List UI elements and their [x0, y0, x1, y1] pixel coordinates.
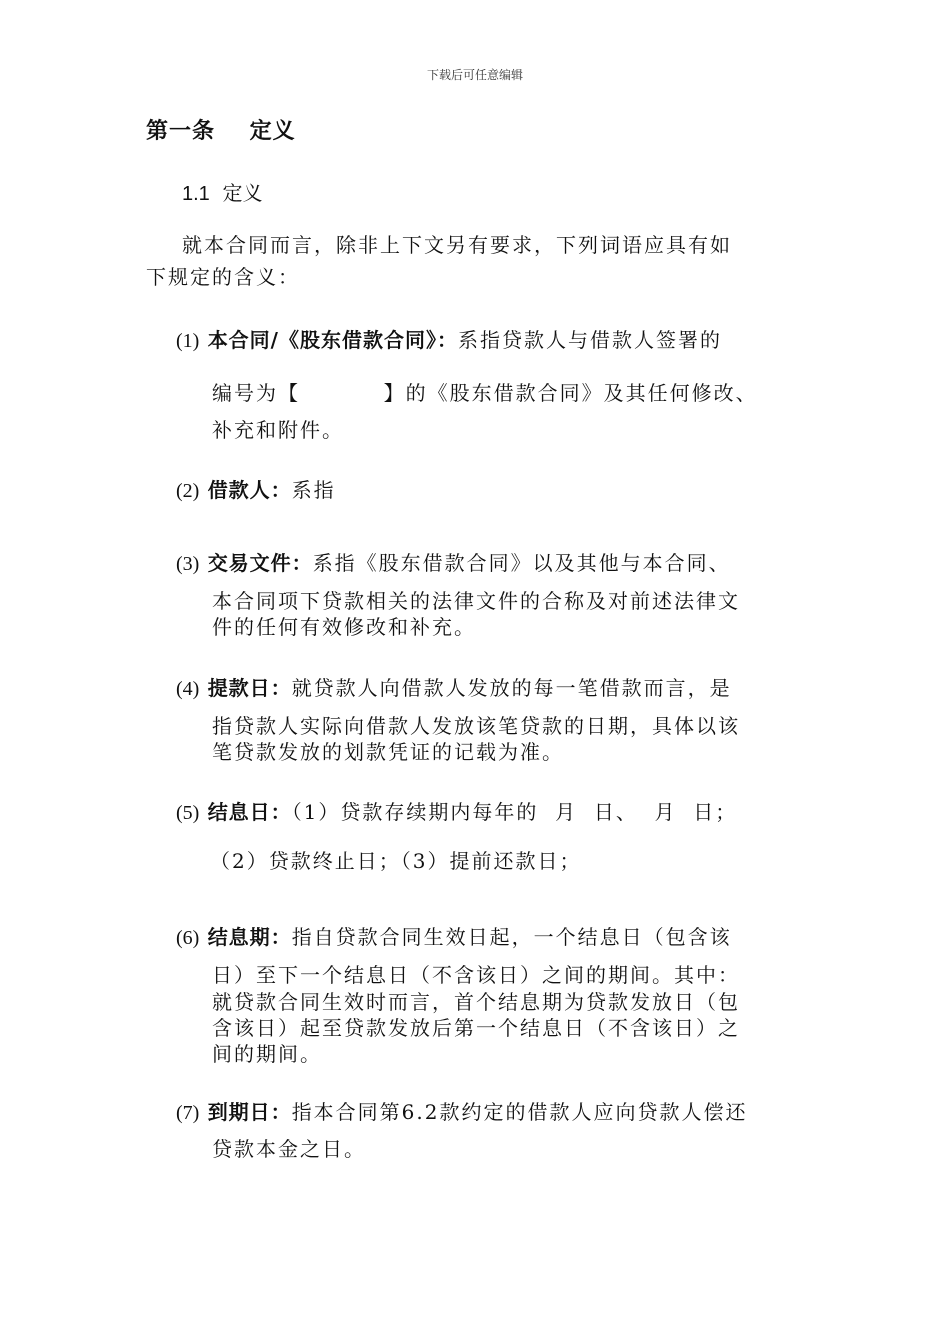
definition-item — [176, 922, 816, 1067]
definition-marker: (7) — [176, 1102, 200, 1124]
intro-line: 就本合同而言，除非上下文另有要求，下列词语应具有如 — [182, 233, 732, 257]
page-header-note: 下载后可任意编辑 — [426, 68, 523, 82]
definition-text: 指自贷款合同生效日起，一个结息日（包含该 — [291, 925, 732, 949]
section-heading — [182, 177, 263, 206]
definition-term: 交易文件： — [207, 551, 313, 575]
article-title: 第一条 定义 — [146, 119, 296, 144]
definition-continuation: 补充和附件。 — [212, 418, 344, 442]
definition-continuation: 件的任何有效修改和补充。 — [212, 615, 476, 639]
definition-continuation: 日）至下一个结息日（不含该日）之间的期间。其中： — [212, 963, 740, 987]
definition-text: 就贷款人向借款人发放的每一笔借款而言，是 — [291, 676, 732, 700]
definition-text: 系指贷款人与借款人签署的 — [458, 328, 722, 352]
definition-item — [176, 797, 816, 876]
definition-term: 结息日： — [207, 800, 292, 824]
definition-term: 借款人： — [207, 478, 292, 502]
section-number: 1.1 — [182, 183, 210, 205]
definition-continuation: 贷款本金之日。 — [212, 1137, 366, 1161]
definition-marker: (1) — [176, 330, 200, 352]
definition-marker: (4) — [176, 678, 200, 700]
definition-item — [176, 475, 816, 506]
intro-paragraph — [146, 229, 806, 293]
definition-continuation: （2）贷款终止日；（3）提前还款日； — [210, 849, 582, 873]
definition-continuation: 编号为【 】的《股东借款合同》及其任何修改、 — [212, 381, 758, 405]
definition-text: 系指《股东借款合同》以及其他与本合同、 — [312, 551, 731, 575]
definition-item — [176, 673, 816, 764]
definition-item — [176, 1097, 816, 1164]
definition-continuation: 间的期间。 — [212, 1042, 322, 1066]
intro-line: 下规定的含义： — [146, 265, 300, 289]
definition-marker: (3) — [176, 553, 200, 575]
definition-continuation: 指贷款人实际向借款人发放该笔贷款的日期，具体以该 — [212, 714, 740, 738]
definition-term: 提款日： — [207, 676, 292, 700]
definition-term: 结息期： — [207, 925, 292, 949]
definition-marker: (6) — [176, 927, 200, 949]
definition-continuation: 本合同项下贷款相关的法律文件的合称及对前述法律文 — [212, 589, 740, 613]
definition-continuation: 笔贷款发放的划款凭证的记载为准。 — [212, 740, 564, 764]
definition-item — [176, 325, 816, 448]
definition-text: （1）贷款存续期内每年的 月 日、 月 日； — [291, 800, 738, 824]
definition-marker: (5) — [176, 802, 200, 824]
definition-text: 指本合同第6.2款约定的借款人应向贷款人偿还 — [291, 1100, 748, 1124]
definition-text: 系指 — [291, 478, 336, 502]
section-title: 定义 — [222, 181, 263, 205]
definition-item — [176, 548, 816, 639]
definition-term: 本合同/《股东借款合同》： — [207, 328, 458, 352]
definition-continuation: 就贷款合同生效时而言，首个结息期为贷款发放日（包 — [212, 990, 740, 1014]
definition-continuation: 含该日）起至贷款发放后第一个结息日（不含该日）之 — [212, 1016, 740, 1040]
definition-term: 到期日： — [207, 1100, 292, 1124]
definition-marker: (2) — [176, 480, 200, 502]
